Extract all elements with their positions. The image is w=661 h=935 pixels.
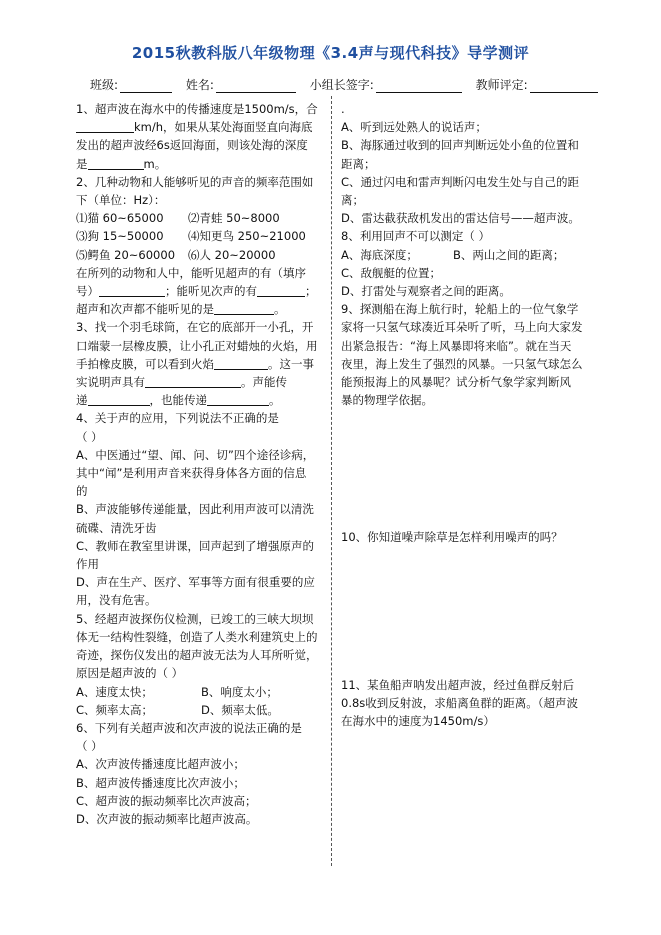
teacher-evaluation-field[interactable] xyxy=(530,79,598,93)
option-row: ⑶狗 15~50000 ⑷知更鸟 250~21000 xyxy=(76,229,306,244)
answer-blank[interactable] xyxy=(145,375,241,388)
question-9: 9、探测船在海上航行时，轮船上的一位气象学 家将一只氢气球凑近耳朵听了听，马上向大家发 出紧急报告：“海上风暴即将来临”。就在当天 夜里，海上发生了强烈的风暴。一只氢气球怎么 能预报海上的风暴呢？试分析气象学家判断风 暴的物理学依据。 xyxy=(341,302,583,408)
teacher-label: 教师评定: xyxy=(475,78,528,92)
leader-signature-field[interactable] xyxy=(376,79,462,93)
question-2: 2、几种动物和人能够听见的声音的频率范围如 下（单位：Hz）： xyxy=(76,174,314,208)
student-info-row xyxy=(90,76,608,93)
answer-blank[interactable] xyxy=(99,284,165,297)
option-row: ⑸鳄鱼 20~60000 ⑹人 20~20000 xyxy=(76,247,276,262)
answer-blank[interactable] xyxy=(88,157,144,170)
answer-blank[interactable] xyxy=(88,393,150,406)
answer-blank[interactable] xyxy=(207,393,269,406)
name-field[interactable] xyxy=(216,79,296,93)
answer-blank[interactable] xyxy=(214,357,268,370)
option-row: ⑴猫 60~65000 ⑵青蛙 50~8000 xyxy=(76,211,280,226)
question-6: 6、下列有关超声波和次声波的说法正确的是 （ ） A、次声波传播速度比超声波小； B、超声波传播速度比次声波小； C、超声波的振动频率比次声波高； D、次声波的振动频率比超声波高。 xyxy=(76,720,302,826)
option-row: A、速度太快； B、响度太小； xyxy=(76,684,278,699)
answer-blank[interactable] xyxy=(257,284,305,297)
answer-blank[interactable] xyxy=(214,302,274,315)
question-3: 3、找一个羽毛球筒，在它的底部开一小孔，开 口端蒙一层橡皮膜，让小孔正对蜡烛的火焰，用 手拍橡皮膜，可以看到火焰 。这一事 实说明声具有 。声能传 递 ，也能传递 。 xyxy=(76,320,318,408)
question-11: 11、某鱼船声呐发出超声波，经过鱼群反射后 0.8s收到反射波，求船离鱼群的距离。（超声波 在海水中的速度为1450m/s） xyxy=(341,678,579,729)
stray-dot: . xyxy=(341,102,345,116)
column-divider xyxy=(331,96,332,866)
question-7-options: A、听到远处熟人的说话声； B、海豚通过收到的回声判断远处小鱼的位置和 距离； C、通过闪电和雷声判断闪电发生处与自己的距 离； D、雷达截获敌机发出的雷达信号——超声波。 xyxy=(341,120,580,226)
page-title: 2015秋教科版八年级物理《3.4声与现代科技》导学测评 xyxy=(131,44,530,62)
right-column: . A、听到远处熟人的说话声； B、海豚通过收到的回声判断远处小鱼的位置和 距离； C、通过闪电和雷声判断闪电发生处与自己的距 离； D、雷达截获敌机发出的雷达信号——超声波。 8、利用回声不可以测定（ ） A、海底深度； B、两山之间的距离； C、敌舰艇的位置； D、打雷处与观察者之间的距离。 9、探测船在海上航行时，轮船上的一位气象学 家将一只氢气球凑近耳朵听了听，马上向大家发 出紧急报告：“海上风暴即将来临”。就在当天 夜里，海上发生了强烈的风暴。一只氢气球怎么 能预报海上的风暴呢？试分析气象学家判断风 暴的物理学依据。 xyxy=(341,100,596,409)
question-1: 1、超声波在海水中的传播速度是1500m/s，合 km/h，如果从某处海面竖直向海底 发出的超声波经6s返回海面，则该处海的深度 是 m。 xyxy=(76,102,318,171)
answer-blank[interactable] xyxy=(76,120,134,133)
leader-label: 小组长签字: xyxy=(309,78,374,92)
class-label: 班级: xyxy=(90,78,119,92)
left-column: 1、超声波在海水中的传播速度是1500m/s，合 km/h，如果从某处海面竖直向海底 发出的超声波经6s返回海面，则该处海的深度 是 m。 2、几种动物和人能够听见的声音的频率范围如 下（单位：Hz）： ⑴猫 60~65000 ⑵青蛙 50~8000 ⑶狗 15~50000 ⑷知更鸟 250~21000 ⑸鳄鱼 20~60000 ⑹人 20~20000 在所列的动物和人中，能听见超声的有（填序 号） ；能听见次声的有 ； 超声和次声都不能听见的是 。 3、找一个羽毛球筒，在它的底部开一小孔，开 口端蒙一层橡皮膜，让小孔正对蜡烛的火焰，用 手拍橡皮膜，可以看到火焰 。这一事 实说明声具有 。声能传 递 ，也能传递 。 4、关于声的应用，下列说法不正确的是 （ ） A、中医通过“望、闻、问、切”四个途径诊病， 其中“闻”是利用声音来获得身体各方面的信息 的 B、声波能够传递能量，因此利用声波可以清洗 硫碟、清洗牙齿 C、教师在教室里讲课，回声起到了增强原声的 作用 D、声在生产、医疗、军事等方面有很重要的应 用，没有危害。 5、经超声波探伤仪检测，已竣工的三峡大坝坝 体无一结构性裂缝，创造了人类水利建筑史上的 奇迹，探伤仪发出的超声波无法为人耳所听觉， 原因是超声波的（ ） A、速度太快； B、响度太小； C、频率太高； D、频率太低。 6、下列有关超声波和次声波的说法正确的是 （ ） A、次声波传播速度比超声波小； B、超声波传播速度比次声波小； C、超声波的振动频率比次声波高； D、次声波的振动频率比超声波高。 xyxy=(76,100,326,828)
class-field[interactable] xyxy=(120,79,172,93)
question-5: 5、经超声波探伤仪检测，已竣工的三峡大坝坝 体无一结构性裂缝，创造了人类水利建筑史上的 奇迹，探伤仪发出的超声波无法为人耳所听觉， 原因是超声波的（ ） xyxy=(76,611,318,681)
option-row: A、海底深度； B、两山之间的距离； xyxy=(341,247,565,262)
option-row: C、频率太高； D、频率太低。 xyxy=(76,702,279,717)
name-label: 姓名: xyxy=(185,78,214,92)
question-8: 8、利用回声不可以测定（ ） xyxy=(341,229,490,244)
question-4: 4、关于声的应用，下列说法不正确的是 （ ） A、中医通过“望、闻、问、切”四个途径诊病， 其中“闻”是利用声音来获得身体各方面的信息 的 B、声波能够传递能量，因此利用声波可以清洗 硫碟、清洗牙齿 C、教师在教室里讲课，回声起到了增强原声的 作用 D、声在生产、医疗、军事等方面有很重要的应 用，没有危害。 xyxy=(76,411,315,608)
question-10: 10、你知道噪声除草是怎样利用噪声的吗？ xyxy=(341,530,563,544)
